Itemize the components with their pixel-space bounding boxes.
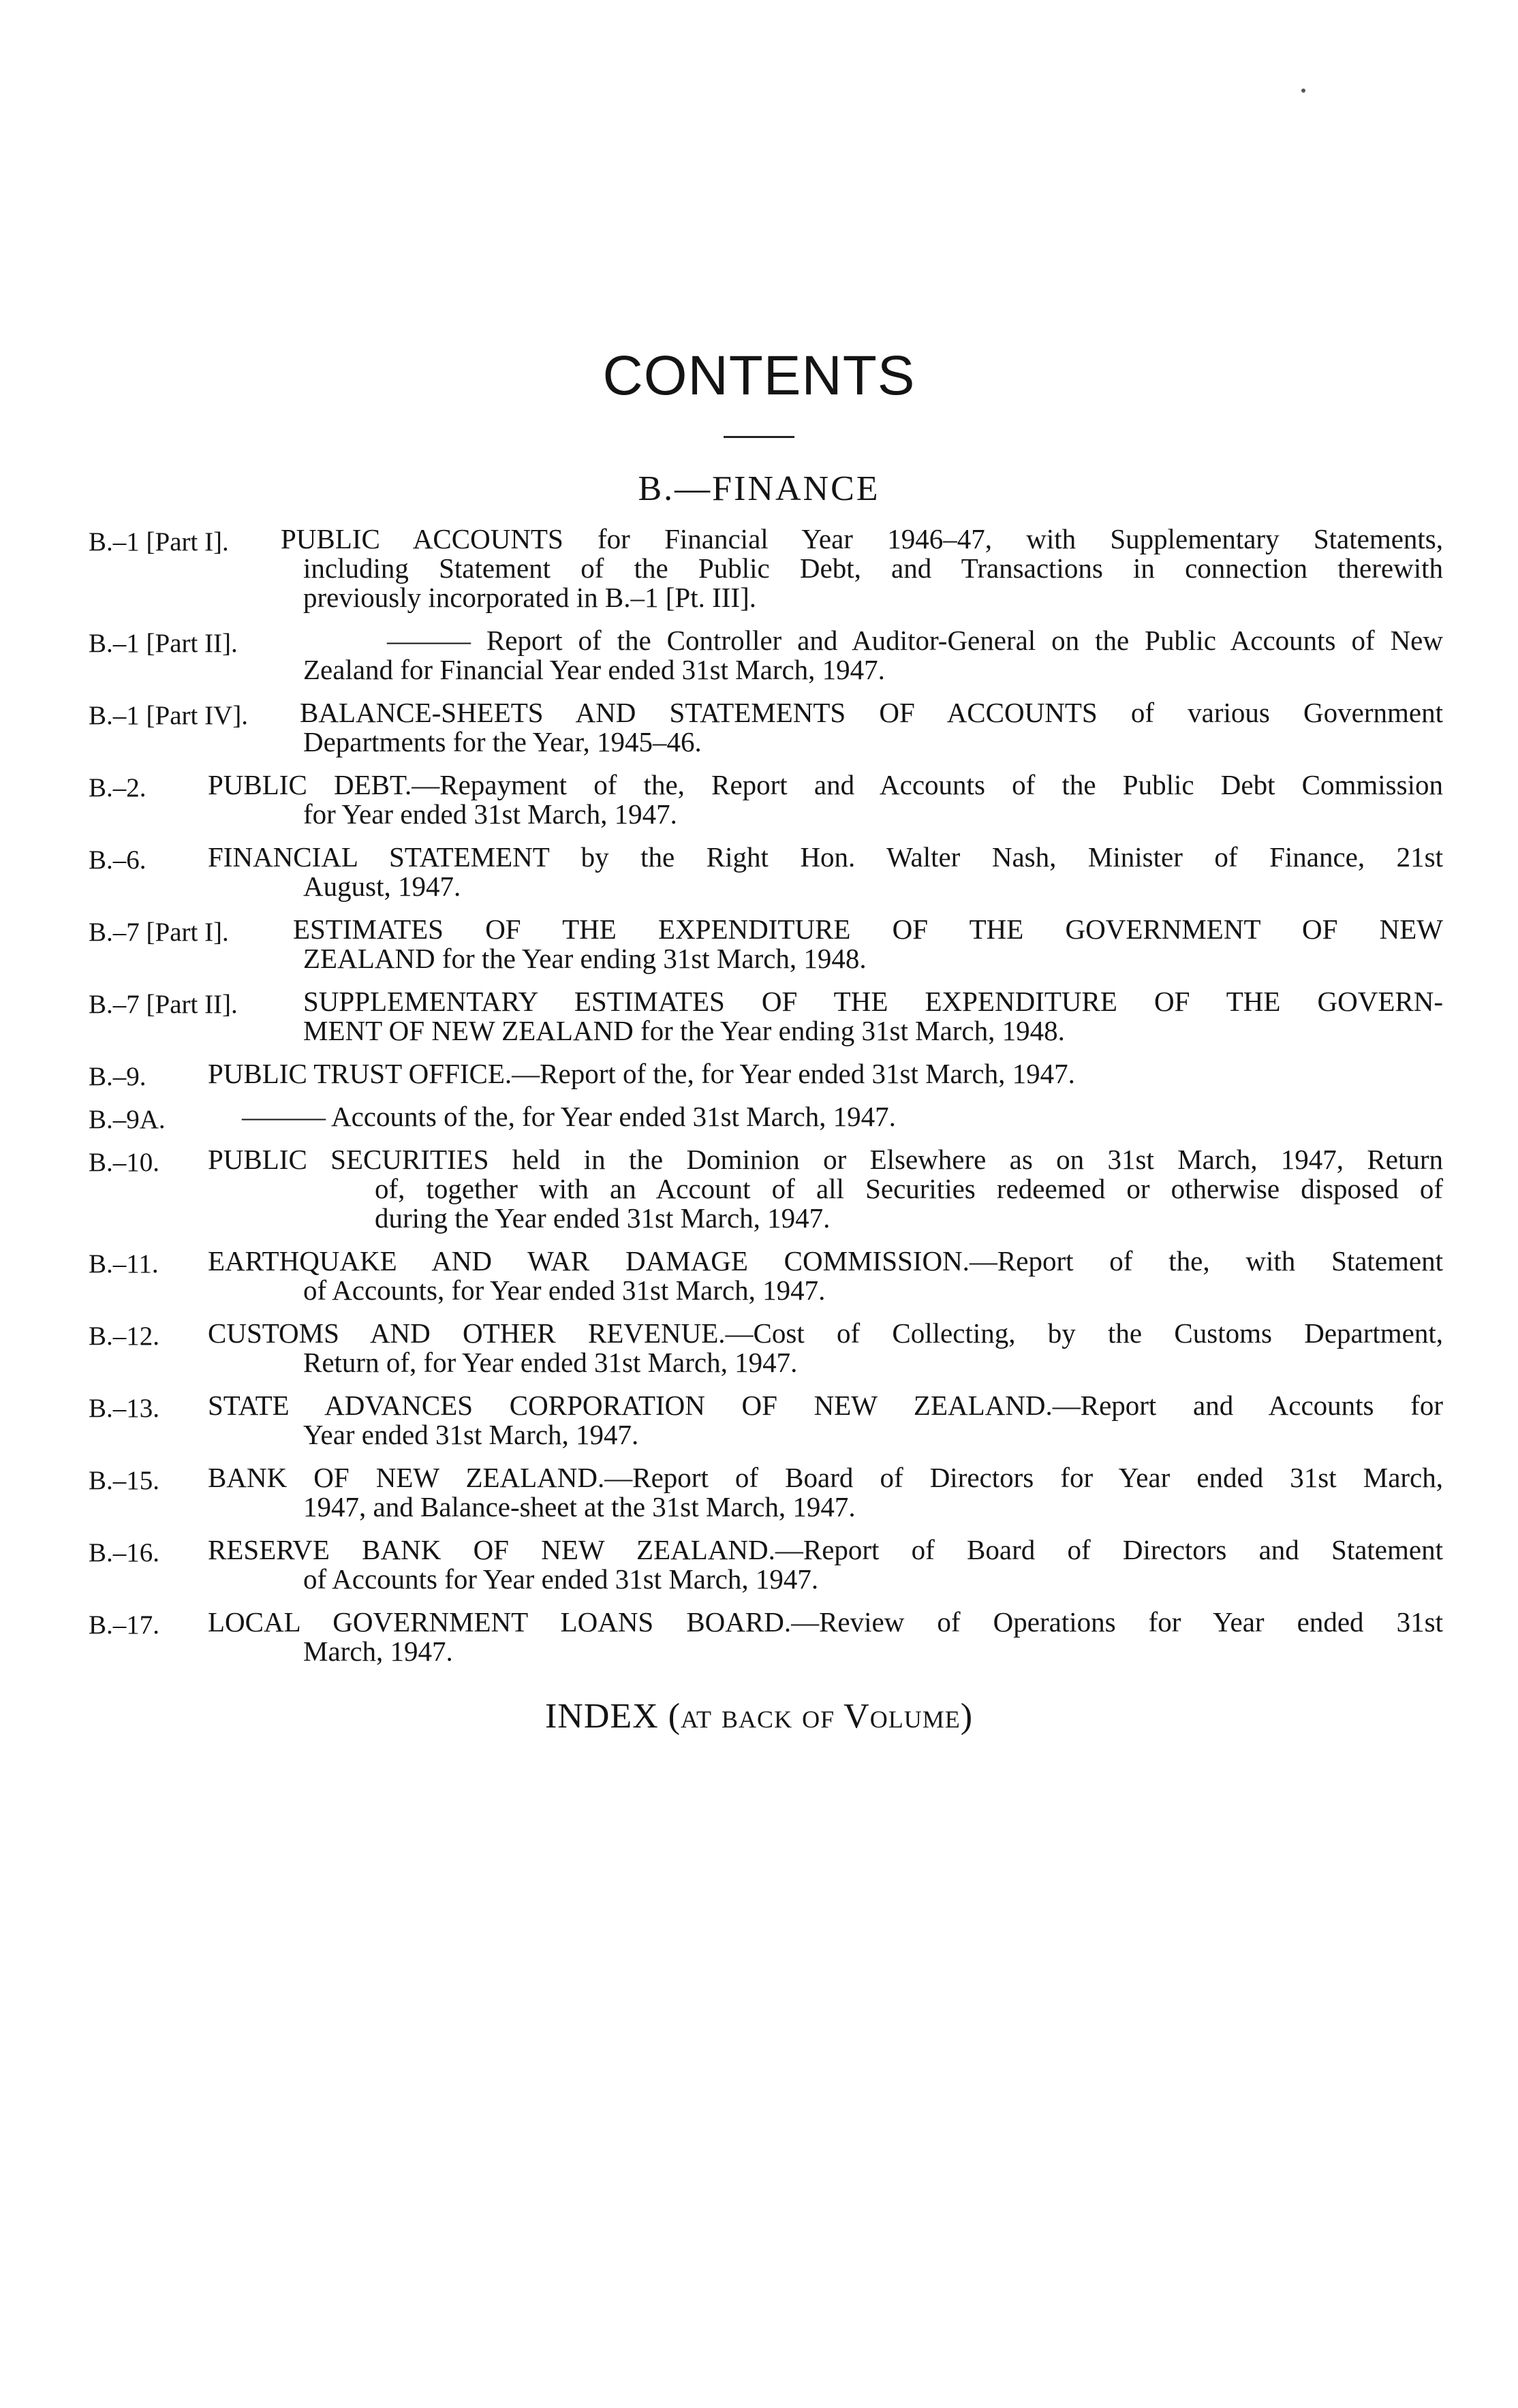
- scan-speck: [1301, 89, 1305, 93]
- entry-description-line: ZEALAND for the Year ending 31st March, 1948.: [303, 943, 867, 974]
- entry-description-line: SUPPLEMENTARY ESTIMATES OF THE EXPENDITURE OF THE GOVERN-: [303, 986, 1443, 1017]
- entry-code: B.–12.: [89, 1322, 160, 1351]
- entry-description-line: previously incorporated in B.–1 [Pt. III].: [303, 582, 756, 613]
- contents-entry: [0, 1319, 1518, 1377]
- index-location: (at back of Volume): [668, 1697, 974, 1736]
- page-title: CONTENTS: [602, 345, 916, 407]
- entry-code: B.–1 [Part I].: [89, 527, 229, 557]
- entry-code: B.–2.: [89, 773, 146, 802]
- entry-description-line: ——— Accounts of the, for Year ended 31st March, 1947.: [242, 1101, 896, 1132]
- contents-entry: [0, 770, 1518, 829]
- entry-description-line: Departments for the Year, 1945–46.: [303, 726, 702, 757]
- entry-description-line: PUBLIC SECURITIES held in the Dominion or Elsewhere as on 31st March, 1947, Return: [208, 1144, 1443, 1175]
- entry-description-line: of Accounts for Year ended 31st March, 1947.: [303, 1563, 819, 1595]
- entry-description-line: CUSTOMS AND OTHER REVENUE.—Cost of Collecting, by the Customs Department,: [208, 1317, 1443, 1349]
- title-divider: [724, 436, 794, 438]
- entry-code: B.–7 [Part I].: [89, 918, 229, 947]
- entry-code: B.–9.: [89, 1062, 146, 1091]
- contents-entry: [0, 1608, 1518, 1666]
- entry-description-line: PUBLIC TRUST OFFICE.—Report of the, for Year ended 31st March, 1947.: [208, 1058, 1075, 1089]
- contents-list: [0, 525, 1518, 1680]
- contents-entry: [0, 915, 1518, 973]
- entry-description-line: MENT OF NEW ZEALAND for the Year ending 31st March, 1948.: [303, 1015, 1065, 1046]
- entry-code: B.–6.: [89, 845, 146, 875]
- contents-entry: [0, 1059, 1518, 1089]
- index-note: [0, 1696, 1518, 1736]
- entry-code: B.–1 [Part II].: [89, 629, 238, 658]
- contents-entry: [0, 1535, 1518, 1594]
- entry-description-line: FINANCIAL STATEMENT by the Right Hon. Walter Nash, Minister of Finance, 21st: [208, 841, 1443, 873]
- entry-description-line: for Year ended 31st March, 1947.: [303, 798, 677, 830]
- entry-description-line: Return of, for Year ended 31st March, 1947.: [303, 1347, 798, 1378]
- section-heading: B.—FINANCE: [638, 469, 880, 508]
- contents-entry: [0, 1391, 1518, 1450]
- entry-description-line: PUBLIC ACCOUNTS for Financial Year 1946–47, with Supplementary Statements,: [281, 523, 1443, 554]
- entry-code: B.–17.: [89, 1610, 160, 1640]
- entry-code: B.–11.: [89, 1249, 159, 1279]
- contents-entry: [0, 1463, 1518, 1522]
- entry-description-line: of Accounts, for Year ended 31st March, 1947.: [303, 1275, 826, 1306]
- contents-entry: [0, 843, 1518, 901]
- contents-entry: [0, 987, 1518, 1046]
- entry-code: B.–1 [Part IV].: [89, 701, 248, 730]
- entry-description-line: BANK OF NEW ZEALAND.—Report of Board of Directors for Year ended 31st March,: [208, 1462, 1443, 1493]
- entry-description-line: including Statement of the Public Debt, and Transactions in connection therewith: [303, 552, 1443, 584]
- entry-description-line: LOCAL GOVERNMENT LOANS BOARD.—Review of Operations for Year ended 31st: [208, 1606, 1443, 1638]
- entry-code: B.–10.: [89, 1148, 160, 1177]
- entry-description-line: Zealand for Financial Year ended 31st March, 1947.: [303, 654, 885, 685]
- entry-description-line: March, 1947.: [303, 1636, 453, 1667]
- entry-description-line: 1947, and Balance-sheet at the 31st March, 1947.: [303, 1491, 856, 1522]
- entry-description-line: EARTHQUAKE AND WAR DAMAGE COMMISSION.—Report of the, with Statement: [208, 1245, 1443, 1277]
- entry-description-line: ——— Report of the Controller and Auditor-General on the Public Accounts of New: [387, 625, 1443, 656]
- entry-description-line: Year ended 31st March, 1947.: [303, 1419, 639, 1450]
- entry-description-line: during the Year ended 31st March, 1947.: [375, 1202, 831, 1234]
- entry-description-line: of, together with an Account of all Securities redeemed or otherwise disposed of: [375, 1173, 1443, 1204]
- entry-description-line: BALANCE-SHEETS AND STATEMENTS OF ACCOUNTS of various Government: [300, 697, 1443, 728]
- entry-description-line: RESERVE BANK OF NEW ZEALAND.—Report of Board of Directors and Statement: [208, 1534, 1443, 1565]
- entry-code: B.–15.: [89, 1466, 160, 1495]
- entry-description-line: ESTIMATES OF THE EXPENDITURE OF THE GOVERNMENT OF NEW: [293, 913, 1443, 945]
- entry-description-line: August, 1947.: [303, 871, 461, 902]
- entry-code: B.–7 [Part II].: [89, 990, 238, 1019]
- index-label: INDEX: [544, 1697, 659, 1736]
- entry-description-line: STATE ADVANCES CORPORATION OF NEW ZEALAND.—Report and Accounts for: [208, 1390, 1443, 1421]
- contents-entry: [0, 698, 1518, 757]
- contents-entry: [0, 1247, 1518, 1305]
- entry-code: B.–16.: [89, 1538, 160, 1567]
- contents-entry: [0, 1101, 1518, 1134]
- entry-description-line: PUBLIC DEBT.—Repayment of the, Report and Accounts of the Public Debt Commission: [208, 769, 1443, 800]
- contents-entry: [0, 525, 1518, 612]
- contents-entry: [0, 626, 1518, 685]
- entry-code: B.–13.: [89, 1394, 160, 1423]
- entry-code: B.–9A.: [89, 1105, 166, 1134]
- contents-entry: [0, 1145, 1518, 1233]
